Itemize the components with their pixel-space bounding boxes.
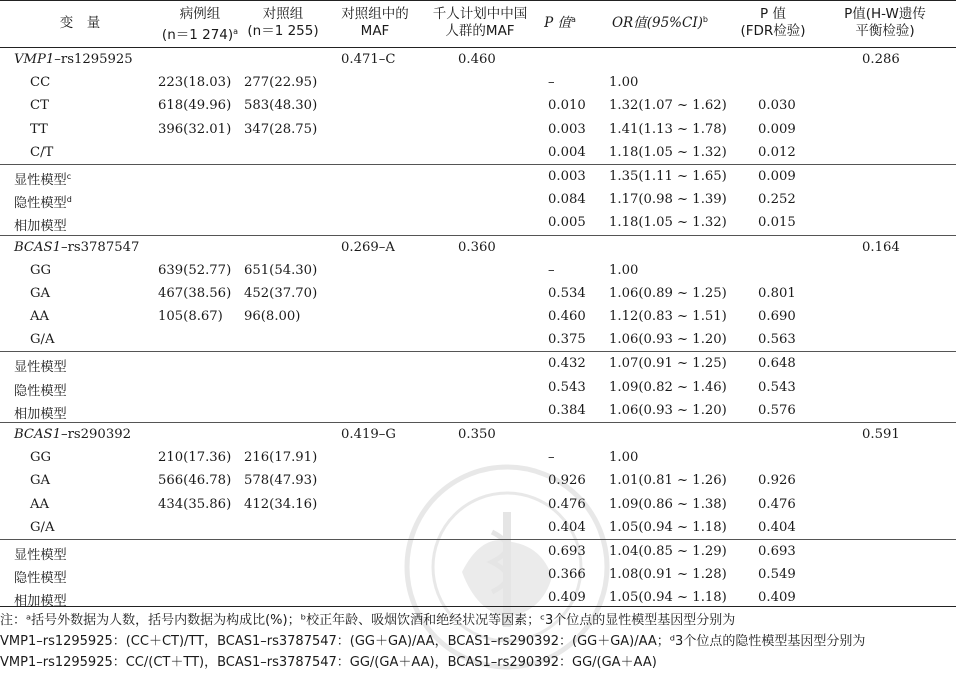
or-value: 1.09(0.82 ~ 1.46) (609, 379, 727, 395)
or-value: 1.41(1.13 ~ 1.78) (609, 121, 727, 137)
table-row-snp (0, 48, 956, 71)
header-p-hw: P值(H-W遗传 平衡检验) (844, 6, 926, 39)
snp-id: –rs1295925 (54, 52, 133, 67)
header-case-group: 病例组 (n＝1 274)$^a$ (161, 6, 239, 43)
case-count: 105(8.67) (158, 309, 223, 325)
fdr-p-value: 0.404 (758, 519, 796, 535)
model-label: 隐性模型$^d$ (14, 195, 72, 212)
fdr-p-value: 0.409 (758, 590, 796, 606)
table-row-model (0, 188, 956, 211)
p-value: 0.460 (548, 309, 586, 325)
table-row-genotype (0, 141, 956, 164)
genotype-label: AA (30, 496, 50, 512)
table-footnote (0, 606, 956, 673)
or-value: 1.08(0.91 ~ 1.28) (609, 567, 727, 583)
gene-name: BCAS1 (14, 239, 61, 255)
p-value: 0.543 (548, 379, 586, 395)
header-control-group: 对照组 (n＝1 255) (247, 6, 319, 39)
header-variable: 变 量 (59, 15, 101, 31)
control-count: 578(47.93) (244, 473, 318, 489)
or-value: 1.17(0.98 ~ 1.39) (609, 192, 727, 208)
or-value: 1.04(0.85 ~ 1.29) (609, 543, 727, 559)
footnote-line-3: VMP1–rs1295925：CC/(CT＋TT)，BCAS1–rs3787547：GG/(GA＋AA)，BCAS1–rs290392：GG/(GA＋AA) (0, 655, 657, 670)
header-case-n: (n＝1 274) (161, 27, 234, 43)
or-value: 1.07(0.91 ~ 1.25) (609, 356, 727, 372)
or-value: 1.01(0.81 ~ 1.26) (609, 473, 727, 489)
table-row-genotype (0, 493, 956, 516)
genotype-label: TT (30, 121, 48, 137)
model-label: 显性模型$^c$ (14, 171, 72, 188)
table-row-genotype (0, 516, 956, 539)
table-row-model (0, 539, 956, 563)
case-count: 566(46.78) (158, 473, 232, 489)
genotype-label: GA (30, 473, 51, 489)
table-row-model (0, 211, 956, 234)
fdr-p-value: 0.012 (758, 144, 796, 160)
or-value: 1.18(1.05 ~ 1.32) (609, 144, 727, 160)
or-value: 1.35(1.11 ~ 1.65) (609, 168, 727, 184)
fdr-p-value: 0.690 (758, 309, 796, 325)
table-row-genotype (0, 282, 956, 305)
model-label: 相加模型 (14, 594, 67, 610)
table-row-model (0, 351, 956, 375)
kg-maf-value: 0.360 (458, 239, 496, 255)
p-value: 0.384 (548, 402, 586, 418)
fdr-p-value: 0.549 (758, 567, 796, 583)
case-count: 618(49.96) (158, 98, 232, 114)
case-count: 639(52.77) (158, 262, 232, 278)
control-count: 412(34.16) (244, 496, 318, 512)
genotype-label: G/A (30, 519, 55, 535)
or-value: 1.00 (609, 75, 639, 91)
case-count: 467(38.56) (158, 285, 232, 301)
control-maf-value: 0.269–A (341, 239, 395, 255)
snp-label (14, 236, 139, 259)
p-value: 0.003 (548, 168, 586, 184)
model-label: 隐性模型 (14, 383, 67, 399)
p-value: – (548, 262, 555, 278)
or-value: 1.32(1.07 ~ 1.62) (609, 98, 727, 114)
p-value: 0.005 (548, 215, 586, 231)
or-value: 1.06(0.93 ~ 1.20) (609, 402, 727, 418)
case-count: 210(17.36) (158, 450, 232, 466)
genotype-label: G/A (30, 332, 55, 348)
p-value: 0.004 (548, 144, 586, 160)
hw-p-value: 0.164 (862, 239, 900, 255)
table-row-model (0, 164, 956, 188)
header-control-maf: 对照组中的 MAF (341, 6, 409, 39)
p-value: 0.366 (548, 567, 586, 583)
hw-p-value: 0.286 (862, 52, 900, 67)
genotype-label: CC (30, 75, 51, 91)
fdr-p-value: 0.009 (758, 168, 796, 184)
snp-id: –rs3787547 (60, 239, 140, 255)
table-row-snp (0, 422, 956, 446)
fdr-p-value: 0.252 (758, 192, 796, 208)
p-value: 0.534 (548, 285, 586, 301)
fdr-p-value: 0.648 (758, 356, 796, 372)
footnote-line-1: 注：ᵃ括号外数据为人数，括号内数据为构成比(%)；ᵇ校正年龄、吸烟饮酒和绝经状况等因素；ᶜ3个位点的显性模型基因型分别为 (0, 613, 736, 628)
header-or-value: OR值$(95\%CI)^b$ (611, 15, 708, 31)
fdr-p-value: 0.801 (758, 285, 796, 301)
table-row-genotype (0, 469, 956, 492)
control-count: 583(48.30) (244, 98, 318, 114)
control-maf-value: 0.471–C (341, 52, 396, 67)
genotype-label: GG (30, 450, 52, 466)
p-value: 0.375 (548, 332, 586, 348)
p-value: – (548, 75, 555, 91)
control-count: 277(22.95) (244, 75, 318, 91)
control-count: 651(54.30) (244, 262, 318, 278)
table-row-genotype (0, 328, 956, 351)
or-value: 1.00 (609, 450, 639, 466)
table-row-genotype (0, 94, 956, 117)
p-value: 0.084 (548, 192, 586, 208)
case-count: 223(18.03) (158, 75, 232, 91)
table-row-genotype (0, 71, 956, 94)
header-p-value: P 值$^a$ (544, 15, 576, 31)
fdr-p-value: 0.563 (758, 332, 796, 348)
gene-name: BCAS1 (14, 427, 61, 442)
genotype-label: GG (30, 262, 52, 278)
model-label: 显性模型 (14, 547, 67, 563)
table-row-genotype (0, 259, 956, 282)
control-count: 452(37.70) (244, 285, 318, 301)
fdr-p-value: 0.009 (758, 121, 796, 137)
genotype-label: AA (30, 309, 50, 325)
table-row-model (0, 563, 956, 586)
kg-maf-value: 0.350 (458, 427, 496, 442)
p-value: 0.409 (548, 590, 586, 606)
gene-name: VMP1 (14, 52, 55, 67)
or-value: 1.09(0.86 ~ 1.38) (609, 496, 727, 512)
control-maf-value: 0.419–G (341, 427, 396, 442)
footnote-line-2: VMP1–rs1295925：(CC＋CT)/TT，BCAS1–rs3787547：(GG＋GA)/AA，BCAS1–rs290392：(GG＋GA)/AA；ᵈ3个位点的隐性模型基因型分别为 (0, 634, 866, 649)
or-value: 1.00 (609, 262, 639, 278)
genotype-label: GA (30, 285, 51, 301)
or-value: 1.05(0.94 ~ 1.18) (609, 590, 727, 606)
table-row-snp (0, 235, 956, 259)
table-row-genotype (0, 305, 956, 328)
control-count: 96(8.00) (244, 309, 301, 325)
p-value: 0.010 (548, 98, 586, 114)
p-value: – (548, 450, 555, 466)
fdr-p-value: 0.543 (758, 379, 796, 395)
fdr-p-value: 0.693 (758, 543, 796, 559)
model-label: 相加模型 (14, 406, 67, 422)
p-value: 0.476 (548, 496, 586, 512)
header-p-fdr: P 值 (FDR检验) (740, 6, 806, 39)
genotype-label: CT (30, 98, 49, 114)
or-value: 1.06(0.89 ~ 1.25) (609, 285, 727, 301)
table-row-model (0, 399, 956, 422)
genotype-label: C/T (30, 144, 54, 160)
fdr-p-value: 0.476 (758, 496, 796, 512)
table-header (0, 0, 956, 48)
or-value: 1.12(0.83 ~ 1.51) (609, 309, 727, 325)
kg-maf-value: 0.460 (458, 52, 496, 67)
table-body (0, 48, 956, 610)
snp-label (14, 48, 133, 71)
control-count: 216(17.91) (244, 450, 318, 466)
snp-label (14, 423, 131, 446)
hw-p-value: 0.591 (862, 427, 900, 442)
model-label: 显性模型 (14, 360, 67, 376)
p-value: 0.404 (548, 519, 586, 535)
table-row-genotype (0, 118, 956, 141)
header-kg-maf: 千人计划中中国 人群的MAF (432, 6, 528, 39)
fdr-p-value: 0.015 (758, 215, 796, 231)
or-value: 1.06(0.93 ~ 1.20) (609, 332, 727, 348)
or-value: 1.05(0.94 ~ 1.18) (609, 519, 727, 535)
table-row-model (0, 376, 956, 399)
snp-id: –rs290392 (60, 427, 131, 442)
p-value: 0.432 (548, 356, 586, 372)
model-label: 隐性模型 (14, 571, 67, 587)
case-count: 396(32.01) (158, 121, 232, 137)
fdr-p-value: 0.576 (758, 402, 796, 418)
p-value: 0.926 (548, 473, 586, 489)
model-label: 相加模型 (14, 219, 67, 235)
or-value: 1.18(1.05 ~ 1.32) (609, 215, 727, 231)
case-count: 434(35.86) (158, 496, 232, 512)
fdr-p-value: 0.030 (758, 98, 796, 114)
p-value: 0.693 (548, 543, 586, 559)
control-count: 347(28.75) (244, 121, 318, 137)
table-row-genotype (0, 446, 956, 469)
p-value: 0.003 (548, 121, 586, 137)
fdr-p-value: 0.926 (758, 473, 796, 489)
